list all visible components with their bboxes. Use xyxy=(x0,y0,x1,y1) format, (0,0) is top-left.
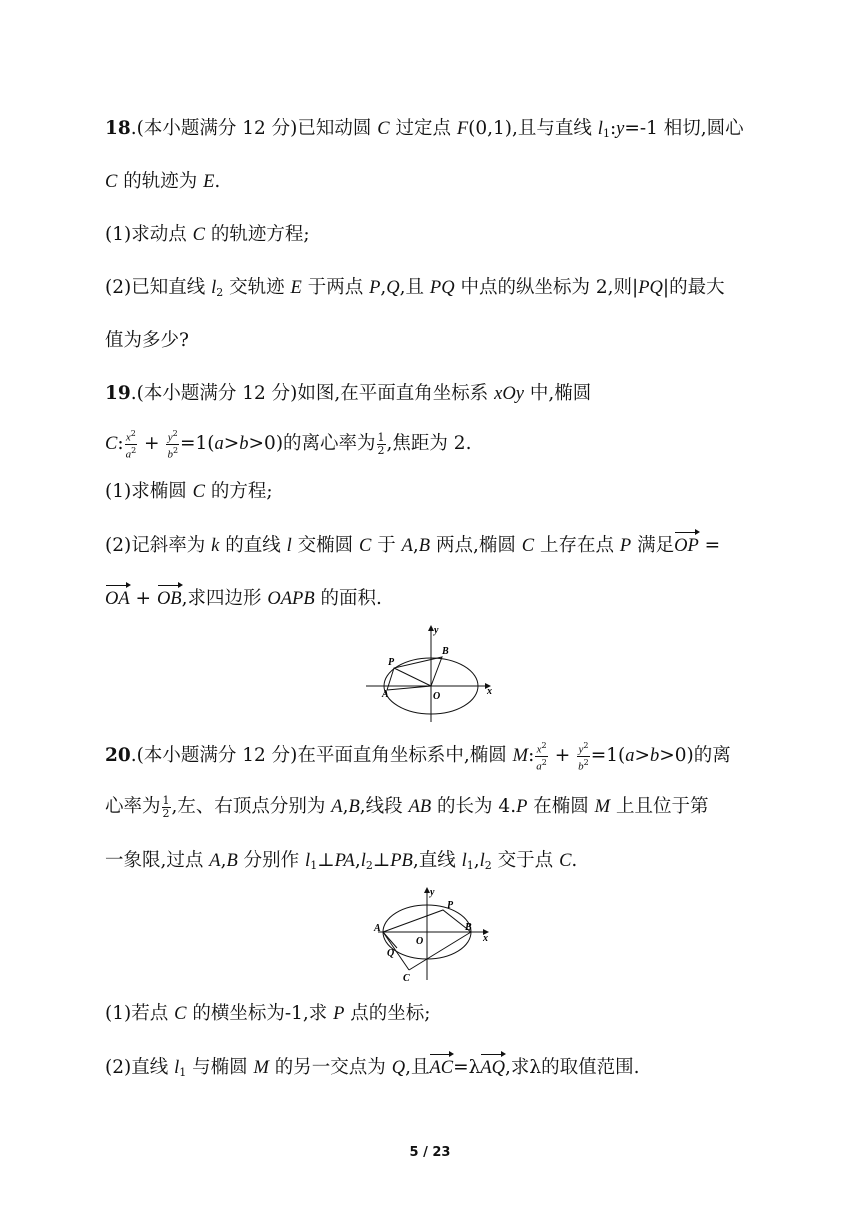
q19-ellipse-figure xyxy=(362,622,502,726)
q18-part2-cont: 值为多少? xyxy=(105,330,189,351)
q19-line1: 19.(本小题满分 12 分)如图,在平面直角坐标系 xOy 中,椭圆 xyxy=(105,383,592,404)
svg-text:x: x xyxy=(487,686,492,697)
q19-part2-cont: OA + OB,求四边形 OAPB 的面积. xyxy=(105,585,760,613)
svg-text:O: O xyxy=(416,936,424,947)
q19-part1: (1)求椭圆 C 的方程; xyxy=(105,481,273,502)
q19-part2: (2)记斜率为 k 的直线 l 交椭圆 C 于 A,B 两点,椭圆 C 上存在点 P 满足OP = xyxy=(105,532,760,560)
svg-text:B: B xyxy=(465,922,472,933)
q20-number: 20 xyxy=(105,745,131,767)
svg-text:B: B xyxy=(442,646,449,657)
svg-text:y: y xyxy=(430,887,435,898)
q18-number: 18 xyxy=(105,118,131,139)
q19-number: 19 xyxy=(105,383,131,404)
q18-line2: C 的轨迹为 E. xyxy=(105,171,221,192)
svg-text:A: A xyxy=(382,689,389,700)
svg-text:P: P xyxy=(388,657,395,668)
svg-text:Q: Q xyxy=(387,948,395,959)
q18-line1: 18.(本小题满分 12 分)已知动圆 C 过定点 F(0,1),且与直线 $l_1:y=-1$ 相切,圆心 xyxy=(105,118,744,140)
q18-part1: (1)求动点 C 的轨迹方程; xyxy=(105,224,310,245)
svg-text:C: C xyxy=(403,973,410,984)
q20-ellipse-figure xyxy=(370,884,495,986)
svg-text:O: O xyxy=(433,691,441,702)
svg-text:P: P xyxy=(447,900,454,911)
q18-part2: (2)已知直线 $l_2$ 交轨迹 E 于两点 P,Q,且 PQ 中点的纵坐标为 2,则|PQ|的最大 xyxy=(105,277,725,299)
q20-line2: 心率为 $\frac{1}{2}$ ,左、右顶点分别为 A,B,线段 AB 的长为 4.P 在椭圆 M 上且位于第 xyxy=(105,793,709,820)
svg-text:A: A xyxy=(374,923,381,934)
svg-text:x: x xyxy=(483,933,488,944)
page-number: 5 / 23 xyxy=(409,1145,451,1160)
q19-line2: C: $\frac{x^2}{a^2}$ + $\frac{y^2}{b^2}$ =1(a>b>0)的离心率为 $\frac{1}{2}$ ,焦距为 2. xyxy=(105,429,472,461)
q20-line1: 20.(本小题满分 12 分)在平面直角坐标系中,椭圆 M: $\frac{x^2}{a^2}$ + $\frac{y^2}{b^2}$ =1(a>b>0)的离 xyxy=(105,741,731,773)
q20-part1: (1)若点 C 的横坐标为-1,求 P 点的坐标; xyxy=(105,1003,431,1024)
svg-text:y: y xyxy=(434,625,439,636)
q20-line3: 一象限,过点 A,B 分别作 $l_1\perp PA,l_2\perp PB$,直线 $l_1,l_2$ 交于点 C. xyxy=(105,850,578,872)
q20-part2: (2)直线 $l_1$ 与椭圆 M 的另一交点为 Q,且AC=λAQ,求λ的取值范围. xyxy=(105,1054,760,1087)
